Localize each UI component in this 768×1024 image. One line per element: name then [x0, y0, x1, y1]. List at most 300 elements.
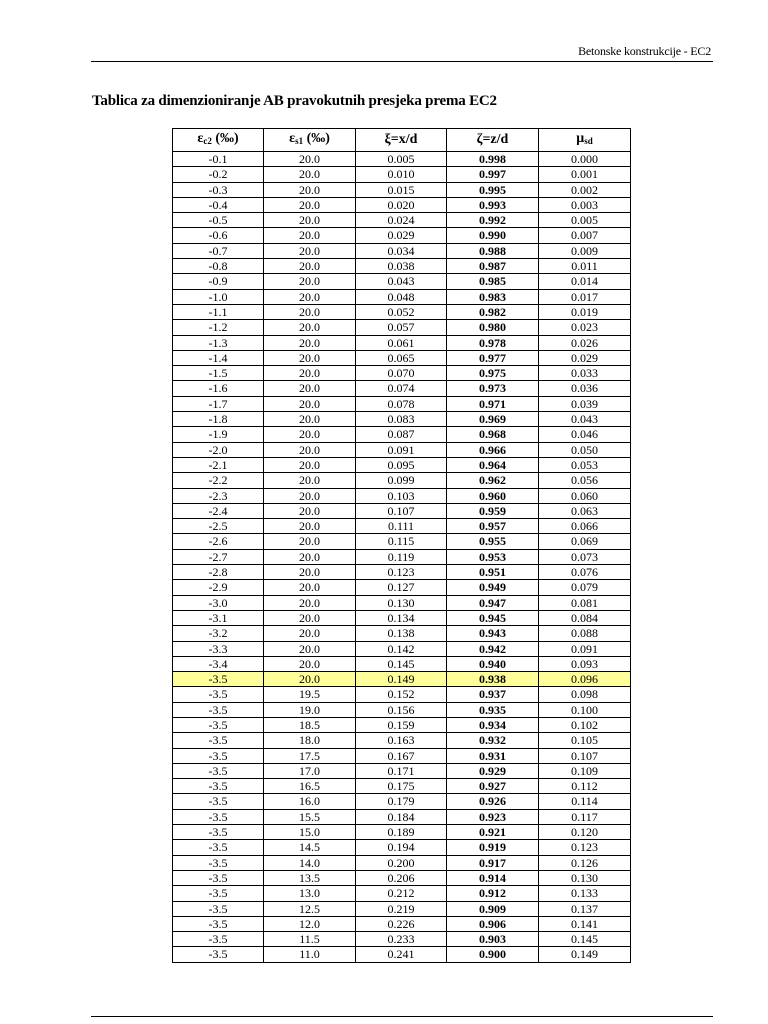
table-row [173, 350, 631, 365]
table-row [173, 442, 631, 457]
cell-xi: 0.127 [356, 580, 447, 595]
col-header-zeta [447, 129, 539, 152]
cell-xi: 0.048 [356, 289, 447, 304]
cell-eps-s1: 20.0 [264, 396, 356, 411]
cell-eps-c2: -3.2 [173, 626, 264, 641]
cell-mu-sd: 0.091 [539, 641, 631, 656]
cell-xi: 0.107 [356, 503, 447, 518]
table-row [173, 947, 631, 962]
cell-eps-c2: -1.8 [173, 412, 264, 427]
cell-zeta: 0.906 [447, 916, 539, 931]
cell-zeta: 0.912 [447, 886, 539, 901]
cell-mu-sd: 0.084 [539, 610, 631, 625]
cell-eps-c2: -1.5 [173, 366, 264, 381]
cell-xi: 0.024 [356, 213, 447, 228]
page-header: Betonske konstrukcije - EC2 [578, 44, 711, 58]
cell-eps-s1: 20.0 [264, 457, 356, 472]
cell-eps-c2: -3.5 [173, 825, 264, 840]
cell-xi: 0.145 [356, 656, 447, 671]
cell-xi: 0.095 [356, 457, 447, 472]
cell-zeta: 0.949 [447, 580, 539, 595]
cell-eps-c2: -3.5 [173, 733, 264, 748]
cell-eps-c2: -1.6 [173, 381, 264, 396]
cell-zeta: 0.921 [447, 825, 539, 840]
cell-mu-sd: 0.109 [539, 763, 631, 778]
cell-eps-s1: 20.0 [264, 289, 356, 304]
cell-xi: 0.175 [356, 779, 447, 794]
cell-xi: 0.038 [356, 259, 447, 274]
table-row [173, 825, 631, 840]
cell-eps-s1: 20.0 [264, 259, 356, 274]
cell-eps-c2: -3.3 [173, 641, 264, 656]
cell-eps-c2: -3.5 [173, 932, 264, 947]
cell-eps-c2: -0.9 [173, 274, 264, 289]
table-row [173, 901, 631, 916]
table-row [173, 626, 631, 641]
table-row [173, 197, 631, 212]
table-row [173, 870, 631, 885]
cell-eps-s1: 20.0 [264, 243, 356, 258]
cell-eps-c2: -2.1 [173, 457, 264, 472]
cell-zeta: 0.932 [447, 733, 539, 748]
cell-eps-s1: 19.5 [264, 687, 356, 702]
table-row [173, 259, 631, 274]
col-header-subscript: sd [584, 136, 593, 146]
table-row [173, 427, 631, 442]
cell-xi: 0.134 [356, 610, 447, 625]
cell-eps-c2: -3.0 [173, 595, 264, 610]
cell-mu-sd: 0.069 [539, 534, 631, 549]
cell-eps-s1: 16.5 [264, 779, 356, 794]
cell-mu-sd: 0.009 [539, 243, 631, 258]
cell-eps-s1: 20.0 [264, 549, 356, 564]
cell-xi: 0.152 [356, 687, 447, 702]
cell-eps-s1: 20.0 [264, 304, 356, 319]
table-row [173, 289, 631, 304]
cell-eps-c2: -3.5 [173, 672, 264, 687]
table-row [173, 473, 631, 488]
table-row [173, 595, 631, 610]
cell-xi: 0.142 [356, 641, 447, 656]
cell-eps-s1: 20.0 [264, 503, 356, 518]
cell-mu-sd: 0.105 [539, 733, 631, 748]
cell-eps-s1: 20.0 [264, 565, 356, 580]
table-row [173, 809, 631, 824]
table-row [173, 304, 631, 319]
table-row [173, 519, 631, 534]
table-row [173, 580, 631, 595]
cell-zeta: 0.973 [447, 381, 539, 396]
cell-eps-s1: 20.0 [264, 672, 356, 687]
cell-eps-c2: -0.5 [173, 213, 264, 228]
cell-zeta: 0.978 [447, 335, 539, 350]
cell-xi: 0.194 [356, 840, 447, 855]
cell-zeta: 0.971 [447, 396, 539, 411]
cell-mu-sd: 0.093 [539, 656, 631, 671]
table-row [173, 213, 631, 228]
cell-eps-c2: -0.2 [173, 167, 264, 182]
table-row [173, 549, 631, 564]
cell-eps-s1: 19.0 [264, 702, 356, 717]
col-header-symbol: ε [197, 131, 204, 146]
cell-eps-c2: -2.5 [173, 519, 264, 534]
cell-zeta: 0.917 [447, 855, 539, 870]
cell-mu-sd: 0.066 [539, 519, 631, 534]
cell-eps-c2: -1.7 [173, 396, 264, 411]
cell-eps-c2: -1.0 [173, 289, 264, 304]
cell-xi: 0.052 [356, 304, 447, 319]
table-row [173, 656, 631, 671]
cell-mu-sd: 0.029 [539, 350, 631, 365]
cell-eps-s1: 20.0 [264, 320, 356, 335]
cell-mu-sd: 0.033 [539, 366, 631, 381]
cell-eps-c2: -1.1 [173, 304, 264, 319]
cell-xi: 0.171 [356, 763, 447, 778]
col-header-symbol: ξ=x/d [384, 132, 418, 147]
cell-zeta: 0.966 [447, 442, 539, 457]
cell-zeta: 0.903 [447, 932, 539, 947]
cell-xi: 0.111 [356, 519, 447, 534]
cell-mu-sd: 0.063 [539, 503, 631, 518]
cell-zeta: 0.977 [447, 350, 539, 365]
cell-mu-sd: 0.043 [539, 412, 631, 427]
cell-eps-s1: 20.0 [264, 366, 356, 381]
cell-mu-sd: 0.130 [539, 870, 631, 885]
cell-eps-s1: 20.0 [264, 473, 356, 488]
cell-eps-s1: 20.0 [264, 152, 356, 167]
table-body [173, 152, 631, 963]
cell-xi: 0.070 [356, 366, 447, 381]
cell-mu-sd: 0.019 [539, 304, 631, 319]
cell-zeta: 0.934 [447, 717, 539, 732]
table-row [173, 733, 631, 748]
cell-eps-s1: 13.0 [264, 886, 356, 901]
cell-eps-c2: -3.1 [173, 610, 264, 625]
table-row [173, 886, 631, 901]
cell-mu-sd: 0.117 [539, 809, 631, 824]
cell-mu-sd: 0.060 [539, 488, 631, 503]
cell-eps-s1: 20.0 [264, 350, 356, 365]
cell-eps-s1: 11.5 [264, 932, 356, 947]
cell-eps-c2: -2.9 [173, 580, 264, 595]
table-row [173, 457, 631, 472]
cell-mu-sd: 0.098 [539, 687, 631, 702]
cell-eps-c2: -2.7 [173, 549, 264, 564]
cell-eps-c2: -3.5 [173, 840, 264, 855]
cell-eps-s1: 14.0 [264, 855, 356, 870]
cell-zeta: 0.988 [447, 243, 539, 258]
cell-zeta: 0.927 [447, 779, 539, 794]
cell-zeta: 0.923 [447, 809, 539, 824]
cell-xi: 0.241 [356, 947, 447, 962]
cell-mu-sd: 0.053 [539, 457, 631, 472]
cell-eps-c2: -3.5 [173, 947, 264, 962]
cell-eps-c2: -3.5 [173, 779, 264, 794]
cell-eps-s1: 20.0 [264, 213, 356, 228]
cell-xi: 0.115 [356, 534, 447, 549]
cell-xi: 0.163 [356, 733, 447, 748]
table-row [173, 687, 631, 702]
cell-eps-s1: 18.5 [264, 717, 356, 732]
cell-xi: 0.015 [356, 182, 447, 197]
cell-eps-c2: -3.5 [173, 763, 264, 778]
cell-zeta: 0.962 [447, 473, 539, 488]
cell-mu-sd: 0.007 [539, 228, 631, 243]
table-row [173, 702, 631, 717]
cell-eps-s1: 20.0 [264, 488, 356, 503]
cell-zeta: 0.964 [447, 457, 539, 472]
cell-xi: 0.005 [356, 152, 447, 167]
table-row [173, 167, 631, 182]
cell-eps-c2: -0.7 [173, 243, 264, 258]
cell-eps-s1: 20.0 [264, 656, 356, 671]
cell-eps-s1: 20.0 [264, 610, 356, 625]
cell-xi: 0.103 [356, 488, 447, 503]
table-row [173, 565, 631, 580]
cell-eps-s1: 20.0 [264, 626, 356, 641]
cell-zeta: 0.947 [447, 595, 539, 610]
col-header-unit: (‰) [211, 131, 239, 146]
cell-zeta: 0.985 [447, 274, 539, 289]
cell-zeta: 0.987 [447, 259, 539, 274]
col-header-eps-s1 [264, 129, 356, 152]
cell-xi: 0.226 [356, 916, 447, 931]
table-row [173, 763, 631, 778]
cell-xi: 0.159 [356, 717, 447, 732]
cell-zeta: 0.943 [447, 626, 539, 641]
cell-eps-c2: -2.0 [173, 442, 264, 457]
cell-xi: 0.010 [356, 167, 447, 182]
cell-xi: 0.206 [356, 870, 447, 885]
cell-eps-c2: -3.5 [173, 886, 264, 901]
cell-eps-s1: 20.0 [264, 182, 356, 197]
table-row [173, 243, 631, 258]
cell-eps-c2: -3.5 [173, 748, 264, 763]
cell-eps-c2: -3.5 [173, 717, 264, 732]
cell-xi: 0.020 [356, 197, 447, 212]
cell-eps-s1: 15.5 [264, 809, 356, 824]
cell-eps-s1: 18.0 [264, 733, 356, 748]
col-header-subscript: c2 [203, 136, 212, 146]
cell-eps-s1: 16.0 [264, 794, 356, 809]
cell-zeta: 0.959 [447, 503, 539, 518]
cell-zeta: 0.960 [447, 488, 539, 503]
cell-eps-c2: -0.4 [173, 197, 264, 212]
table-row [173, 779, 631, 794]
cell-mu-sd: 0.011 [539, 259, 631, 274]
cell-eps-s1: 20.0 [264, 580, 356, 595]
cell-xi: 0.078 [356, 396, 447, 411]
cell-mu-sd: 0.120 [539, 825, 631, 840]
cell-eps-c2: -3.5 [173, 687, 264, 702]
cell-xi: 0.138 [356, 626, 447, 641]
cell-zeta: 0.982 [447, 304, 539, 319]
cell-eps-c2: -3.4 [173, 656, 264, 671]
col-header-subscript: s1 [295, 136, 304, 146]
cell-mu-sd: 0.126 [539, 855, 631, 870]
cell-zeta: 0.945 [447, 610, 539, 625]
cell-zeta: 0.914 [447, 870, 539, 885]
cell-mu-sd: 0.145 [539, 932, 631, 947]
cell-xi: 0.200 [356, 855, 447, 870]
footer-rule [91, 1016, 713, 1017]
cell-eps-c2: -0.3 [173, 182, 264, 197]
cell-zeta: 0.909 [447, 901, 539, 916]
table-row [173, 320, 631, 335]
cell-eps-s1: 11.0 [264, 947, 356, 962]
cell-eps-c2: -1.9 [173, 427, 264, 442]
table-row [173, 641, 631, 656]
table-row [173, 182, 631, 197]
cell-mu-sd: 0.056 [539, 473, 631, 488]
cell-eps-s1: 15.0 [264, 825, 356, 840]
cell-mu-sd: 0.100 [539, 702, 631, 717]
cell-eps-s1: 17.0 [264, 763, 356, 778]
cell-eps-s1: 20.0 [264, 519, 356, 534]
cell-zeta: 0.919 [447, 840, 539, 855]
cell-eps-c2: -1.2 [173, 320, 264, 335]
cell-mu-sd: 0.112 [539, 779, 631, 794]
cell-mu-sd: 0.050 [539, 442, 631, 457]
cell-eps-s1: 17.5 [264, 748, 356, 763]
table-row [173, 672, 631, 687]
cell-eps-s1: 20.0 [264, 595, 356, 610]
cell-zeta: 0.931 [447, 748, 539, 763]
cell-mu-sd: 0.123 [539, 840, 631, 855]
cell-eps-c2: -3.5 [173, 794, 264, 809]
cell-eps-c2: -3.5 [173, 901, 264, 916]
cell-xi: 0.189 [356, 825, 447, 840]
table-row [173, 840, 631, 855]
cell-xi: 0.057 [356, 320, 447, 335]
cell-eps-c2: -2.3 [173, 488, 264, 503]
table-row [173, 488, 631, 503]
document-title: Tablica za dimenzioniranje AB pravokutnih presjeka prema EC2 [92, 93, 497, 109]
cell-xi: 0.034 [356, 243, 447, 258]
cell-zeta: 0.926 [447, 794, 539, 809]
cell-xi: 0.184 [356, 809, 447, 824]
cell-zeta: 0.969 [447, 412, 539, 427]
cell-zeta: 0.997 [447, 167, 539, 182]
cell-zeta: 0.980 [447, 320, 539, 335]
cell-xi: 0.119 [356, 549, 447, 564]
table-row [173, 381, 631, 396]
cell-xi: 0.087 [356, 427, 447, 442]
cell-zeta: 0.955 [447, 534, 539, 549]
cell-zeta: 0.998 [447, 152, 539, 167]
cell-xi: 0.179 [356, 794, 447, 809]
cell-eps-c2: -2.6 [173, 534, 264, 549]
cell-xi: 0.233 [356, 932, 447, 947]
cell-xi: 0.061 [356, 335, 447, 350]
cell-eps-s1: 20.0 [264, 412, 356, 427]
cell-mu-sd: 0.114 [539, 794, 631, 809]
cell-mu-sd: 0.149 [539, 947, 631, 962]
cell-eps-c2: -3.5 [173, 855, 264, 870]
cell-eps-s1: 20.0 [264, 427, 356, 442]
cell-mu-sd: 0.036 [539, 381, 631, 396]
cell-mu-sd: 0.096 [539, 672, 631, 687]
cell-zeta: 0.937 [447, 687, 539, 702]
cell-mu-sd: 0.133 [539, 886, 631, 901]
cell-eps-s1: 20.0 [264, 641, 356, 656]
header-rule [91, 61, 713, 62]
cell-eps-c2: -3.5 [173, 916, 264, 931]
cell-mu-sd: 0.081 [539, 595, 631, 610]
cell-xi: 0.029 [356, 228, 447, 243]
cell-zeta: 0.929 [447, 763, 539, 778]
cell-eps-c2: -0.8 [173, 259, 264, 274]
cell-eps-c2: -2.2 [173, 473, 264, 488]
cell-mu-sd: 0.005 [539, 213, 631, 228]
cell-eps-c2: -2.4 [173, 503, 264, 518]
table-row [173, 717, 631, 732]
col-header-symbol: μ [576, 131, 585, 146]
cell-mu-sd: 0.014 [539, 274, 631, 289]
cell-zeta: 0.951 [447, 565, 539, 580]
cell-eps-c2: -1.4 [173, 350, 264, 365]
cell-xi: 0.123 [356, 565, 447, 580]
cell-eps-s1: 20.0 [264, 534, 356, 549]
col-header-mu-sd [539, 129, 631, 152]
dimensioning-table [172, 128, 631, 963]
cell-mu-sd: 0.000 [539, 152, 631, 167]
cell-eps-s1: 20.0 [264, 197, 356, 212]
cell-mu-sd: 0.026 [539, 335, 631, 350]
cell-mu-sd: 0.046 [539, 427, 631, 442]
cell-xi: 0.099 [356, 473, 447, 488]
cell-eps-s1: 13.5 [264, 870, 356, 885]
cell-eps-c2: -0.1 [173, 152, 264, 167]
cell-zeta: 0.995 [447, 182, 539, 197]
table-row [173, 335, 631, 350]
cell-xi: 0.149 [356, 672, 447, 687]
cell-eps-s1: 14.5 [264, 840, 356, 855]
table-row [173, 412, 631, 427]
cell-mu-sd: 0.003 [539, 197, 631, 212]
cell-eps-c2: -3.5 [173, 870, 264, 885]
cell-eps-s1: 20.0 [264, 228, 356, 243]
cell-xi: 0.065 [356, 350, 447, 365]
cell-zeta: 0.935 [447, 702, 539, 717]
cell-eps-s1: 12.0 [264, 916, 356, 931]
cell-mu-sd: 0.002 [539, 182, 631, 197]
cell-zeta: 0.942 [447, 641, 539, 656]
cell-mu-sd: 0.107 [539, 748, 631, 763]
cell-mu-sd: 0.017 [539, 289, 631, 304]
col-header-unit: (‰) [303, 131, 330, 146]
cell-mu-sd: 0.102 [539, 717, 631, 732]
cell-zeta: 0.968 [447, 427, 539, 442]
cell-zeta: 0.957 [447, 519, 539, 534]
table-row [173, 534, 631, 549]
table-row [173, 748, 631, 763]
cell-mu-sd: 0.001 [539, 167, 631, 182]
cell-mu-sd: 0.039 [539, 396, 631, 411]
cell-zeta: 0.900 [447, 947, 539, 962]
cell-zeta: 0.983 [447, 289, 539, 304]
cell-mu-sd: 0.076 [539, 565, 631, 580]
cell-xi: 0.043 [356, 274, 447, 289]
table-row [173, 932, 631, 947]
col-header-xi [356, 129, 447, 152]
cell-eps-c2: -2.8 [173, 565, 264, 580]
cell-xi: 0.074 [356, 381, 447, 396]
cell-xi: 0.167 [356, 748, 447, 763]
cell-zeta: 0.975 [447, 366, 539, 381]
cell-xi: 0.156 [356, 702, 447, 717]
table-row [173, 366, 631, 381]
